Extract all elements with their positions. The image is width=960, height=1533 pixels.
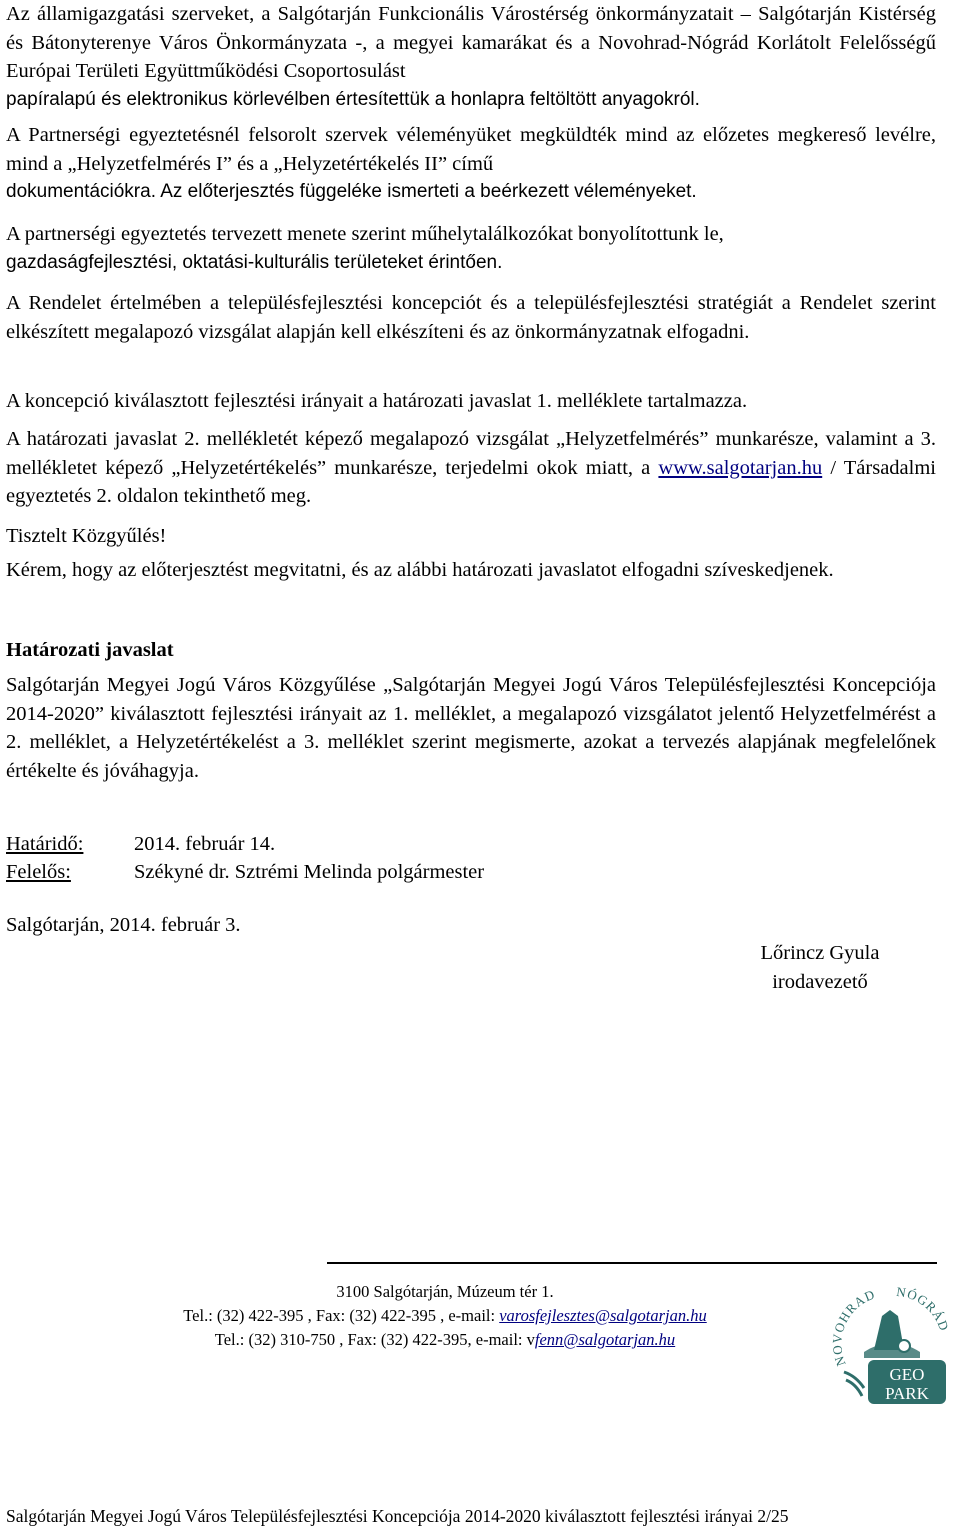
field-lines-icon [844,1372,864,1396]
logo-arc-left-path: NOVOHRAD [829,1286,878,1369]
paragraph-salutation [6,522,936,551]
paragraph-annexes-text-a: A határozati javaslat 2. mellékletét képező megalapozó vizsgálat „Helyzetfelmérés” munkarésze, valamint a 3. mellékletet képező „Helyzetértékelés” munkarésze, terjedelmi okok miatt, a [6,428,936,479]
responsible-value: Székyné dr. Sztrémi Melinda polgármester [134,861,485,883]
signature-title: irodavezető [772,970,868,993]
request-text: Kérem, hogy az előterjesztést megvitatni, és az alábbi határozati javaslatot elfogadni szíveskedjenek. [6,559,834,581]
logo-geo-text: GEO [889,1365,925,1384]
place-date: Salgótarján, 2014. február 3. [6,914,241,936]
ornament-icon [898,1340,910,1352]
paragraph-regulation-text: A Rendelet értelmében a településfejlesztési koncepciót és a településfejlesztési stratégiát a Rendelet szerint elkészített megalapozó vizsgálat alapján kell elkészíteni és az önkormányzatnak elfogadni. [6,292,936,343]
geopark-logo [824,1276,958,1410]
deadline-label: Határidő: [6,833,84,855]
paragraph-annexes [6,425,936,511]
logo-arc-right-text [895,1284,952,1333]
contact-line-1 [140,1304,750,1328]
paragraph-concept-text: A koncepció kiválasztott fejlesztési irányait a határozati javaslat 1. melléklete tartalmazza. [6,390,748,412]
website-link[interactable]: www.salgotarjan.hu [658,456,823,479]
paragraph-notification-text-a: Az államigazgatási szerveket, a Salgótarján Funkcionális Várostérség önkormányzatait – Salgótarján Kistérség és Bátonyterenye Város Önkormányzata -, a megyei kamarákat és a Novohrad-Nógrád Korlátolt Felelősségű Európai Területi Együttműködési Csoportosulást [6,3,936,82]
salutation-text: Tisztelt Közgyűlés! [6,525,167,547]
paragraph-regulation [6,289,936,346]
paragraph-request [6,556,936,585]
paragraph-notification [6,0,936,114]
responsible-row [6,858,484,887]
page-footer: Salgótarján Megyei Jogú Város Településfejlesztési Koncepciója 2014-2020 kiválasztott fejlesztési irányai 2/25 [6,1506,789,1526]
paragraph-workshops-text-b: gazdaságfejlesztési, oktatási-kulturális területeket érintően. [6,251,503,273]
contact-line-2 [140,1328,750,1352]
responsible-label: Felelős: [6,861,71,883]
resolution-heading [6,636,936,665]
resolution-heading-text: Határozati javaslat [6,639,174,661]
paragraph-concept [6,387,936,416]
resolution-body-text: Salgótarján Megyei Jogú Város Közgyűlése „Salgótarján Megyei Jogú Város Településfejlesztési Koncepciója 2014-2020” kiválasztott fejlesztési irányait az 1. melléklet, a megalapozó vizsgálatot jelentő Helyzetfelmérést a 2. melléklet, a Helyzetértékelést a 3. melléklet szerint megismerte, azokat a tervezés alapjának megfelelőnek értékelte és jóváhagyja. [6,674,936,782]
paragraph-annexes-text [6,425,936,511]
deadline-value: 2014. február 14. [134,833,276,855]
paragraph-partners-text-a: A Partnerségi egyeztetésnél felsorolt szervek véleményüket megküldték mind az előzetes megkereső levélre, mind a „Helyzetfelmérés I” és a „Helyzetértékelés II” című [6,124,936,175]
paragraph-partners [6,121,936,207]
paragraph-workshops [6,220,936,277]
geopark-logo-graphic [824,1276,958,1410]
footer-divider [327,1262,937,1264]
logo-arc-right-path: NÓGRÁD [895,1283,953,1334]
email-link-vfenn[interactable]: fenn@salgotarjan.hu [534,1330,676,1349]
hill-icon [864,1343,920,1358]
paragraph-notification-text-b: papíralapú és elektronikus körlevélben értesítettük a honlapra feltöltött anyagokról. [6,88,700,110]
signature-name: Lőrincz Gyula [760,942,880,964]
logo-park-text: PARK [885,1384,929,1403]
resolution-body [6,671,936,785]
contact-address: 3100 Salgótarján, Múzeum tér 1. [336,1282,554,1301]
contact-line-2-text: Tel.: (32) 310-750 , Fax: (32) 422-395, e-mail: v [214,1330,535,1349]
paragraph-workshops-text-a: A partnerségi egyeztetés tervezett menete szerint műhelytalálkozókat bonyolítottunk le, [6,223,724,245]
signature-block [720,939,920,996]
paragraph-partners-text-b: dokumentációkra. Az előterjesztés függeléke ismerteti a beérkezett véleményeket. [6,181,697,202]
contact-line-1-text: Tel.: (32) 422-395 , Fax: (32) 422-395 , e-mail: [183,1306,500,1325]
email-link-varosfejlesztes[interactable]: varosfejlesztes@salgotarjan.hu [499,1306,707,1325]
paragraph-annexes-text-b: / Társadalmi egyeztetés 2. oldalon tekinthető meg. [6,456,936,507]
deadline-row [6,830,275,859]
